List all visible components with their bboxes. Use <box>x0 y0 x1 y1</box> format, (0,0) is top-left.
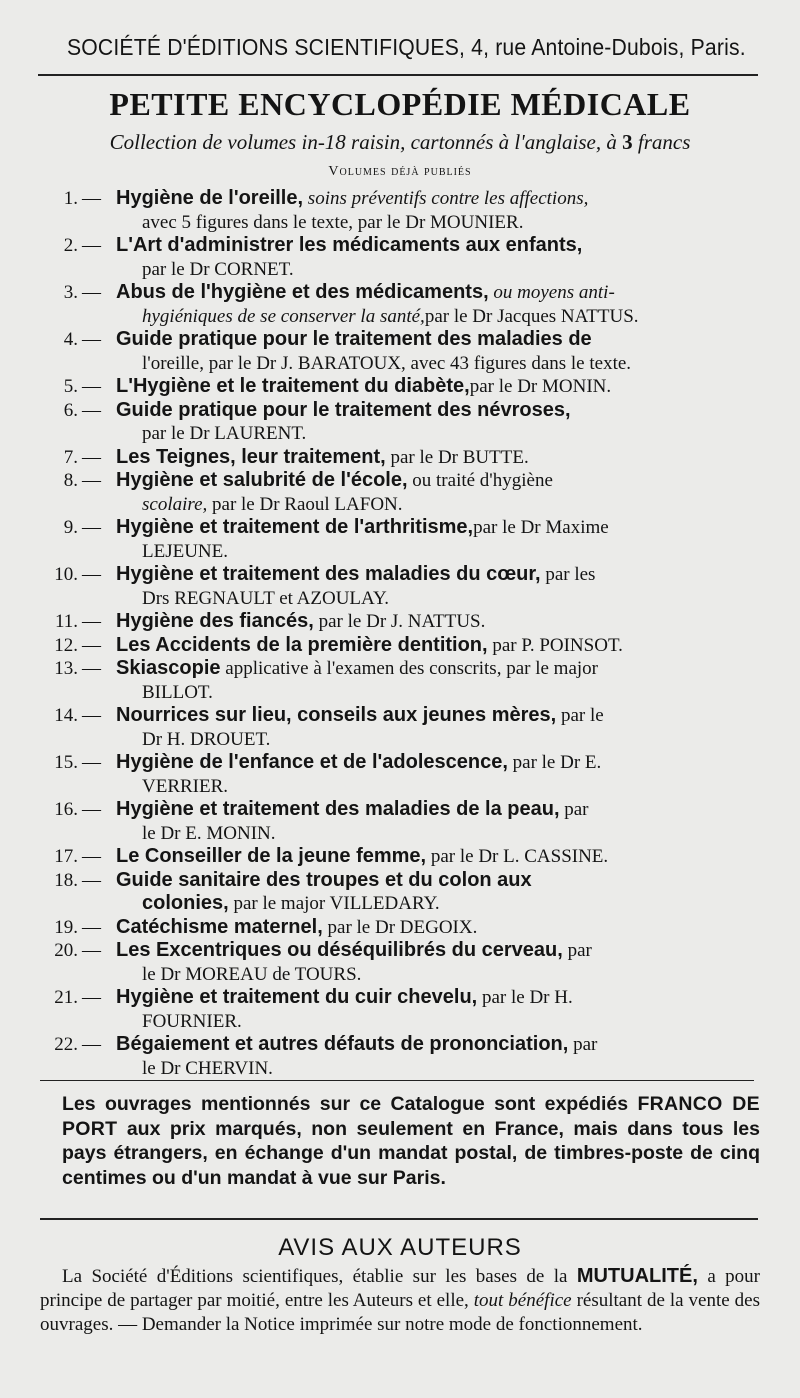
volume-title-cont: colonies, <box>142 892 229 914</box>
volume-title: Hygiène des fiancés, <box>116 610 314 632</box>
volume-continuation <box>116 681 760 705</box>
volume-number: 19. <box>54 916 78 938</box>
dash-separator: — <box>82 869 101 891</box>
volume-number: 1. <box>63 188 78 209</box>
volume-subtitle: ou moyens anti- <box>488 282 615 303</box>
dash-separator: — <box>82 564 101 585</box>
volume-number: 18. <box>54 869 78 891</box>
notice-text-1: Les ouvrages mentionnés sur ce Catalogue sont expédiés <box>62 1093 638 1115</box>
volume-title: Bégaiement et autres défauts de prononciation, <box>116 1033 569 1055</box>
publisher-header: SOCIÉTÉ D'ÉDITIONS SCIENTIFIQUES, 4, rue Antoine-Dubois, Paris. <box>66 34 746 60</box>
volume-number: 10. <box>54 564 78 585</box>
dash-separator: — <box>82 235 101 256</box>
volume-author: BILLOT. <box>142 681 213 703</box>
volume-number: 8. <box>63 470 78 491</box>
volume-item <box>38 516 760 563</box>
dash-separator: — <box>82 658 101 679</box>
volume-title: Hygiène et traitement de l'arthritisme, <box>116 516 474 538</box>
volume-item <box>38 657 760 704</box>
subtitle-currency: francs <box>632 130 691 154</box>
volume-continuation <box>116 892 760 916</box>
volume-number: 6. <box>63 399 78 421</box>
volume-title: Les Excentriques ou déséquilibrés du cerveau, <box>116 939 563 961</box>
volume-author: avec 5 figures dans le texte, par le Dr MOUNIER. <box>142 211 524 233</box>
volume-number: 15. <box>54 752 78 773</box>
volume-number: 9. <box>63 517 78 538</box>
volume-item <box>38 634 760 658</box>
header-rule <box>38 74 758 76</box>
volume-number: 4. <box>63 329 78 350</box>
volume-title: Hygiène et traitement du cuir chevelu, <box>116 986 478 1008</box>
volume-number: 5. <box>63 376 78 397</box>
volume-continuation <box>116 1057 760 1081</box>
subtitle-price: 3 <box>622 130 633 154</box>
avis-text-1: La Société d'Éditions scientifiques, établie sur les bases de la <box>62 1266 577 1287</box>
volume-continuation <box>116 211 760 235</box>
volume-continuation <box>116 822 760 846</box>
volume-list <box>38 187 760 1080</box>
volume-continuation <box>116 1010 760 1034</box>
volume-item <box>38 916 760 940</box>
collection-subtitle <box>0 130 800 155</box>
dash-separator: — <box>82 1034 101 1055</box>
volume-author: par le Dr L. CASSINE. <box>426 846 609 867</box>
avis-text-3: résultant de la vente des ouvrages. — Demander la Notice imprimée sur notre mode de fonctionnement. <box>40 1290 760 1335</box>
dash-separator: — <box>82 329 101 350</box>
volume-title: L'Hygiène et le traitement du diabète, <box>116 375 470 397</box>
dash-separator: — <box>82 376 101 397</box>
avis-title: AVIS AUX AUTEURS <box>278 1234 522 1261</box>
volume-item <box>38 375 760 399</box>
volume-author: VERRIER. <box>142 775 229 797</box>
volume-author: par le Dr MONIN. <box>469 376 612 397</box>
volume-author: par le Dr Maxime <box>473 517 609 538</box>
volume-continuation <box>116 775 760 799</box>
volume-item <box>38 751 760 798</box>
volume-item <box>38 1033 760 1080</box>
volume-item <box>38 187 760 234</box>
volume-author: par le Dr Raoul LAFON. <box>207 493 403 515</box>
volume-author: Drs REGNAULT et AZOULAY. <box>142 587 390 609</box>
volume-author: par <box>559 799 589 820</box>
dash-separator: — <box>82 987 101 1008</box>
dash-separator: — <box>82 446 101 468</box>
volume-title: Guide pratique pour le traitement des maladies de <box>116 328 592 350</box>
notice-rule <box>40 1218 758 1220</box>
volume-author: par le Dr CORNET. <box>142 258 294 280</box>
volume-author: par le Dr E. <box>507 752 602 773</box>
volume-item <box>38 446 760 470</box>
dash-separator: — <box>82 940 101 961</box>
dash-separator: — <box>82 846 101 867</box>
volume-title: Les Teignes, leur traitement, <box>116 445 386 468</box>
volume-author: par le <box>556 705 604 726</box>
volume-author: par les <box>540 564 596 585</box>
avis-italic: tout bénéfice <box>473 1290 572 1311</box>
list-rule <box>40 1080 754 1081</box>
volume-item <box>38 798 760 845</box>
volume-continuation <box>116 587 760 611</box>
volume-title: Guide pratique pour le traitement des névroses, <box>116 398 571 421</box>
volume-item <box>38 563 760 610</box>
volume-author: par P. POINSOT. <box>487 634 623 656</box>
volume-author: l'oreille, par le Dr J. BARATOUX, avec 43 figures dans le texte. <box>142 352 632 374</box>
volume-number: 21. <box>54 987 78 1008</box>
volume-item <box>38 845 760 869</box>
volume-continuation <box>116 493 760 517</box>
volume-item <box>38 399 760 446</box>
volume-item <box>38 610 760 634</box>
dash-separator: — <box>82 634 101 656</box>
volume-number: 12. <box>54 634 78 656</box>
volume-number: 13. <box>54 658 78 679</box>
volume-item <box>38 704 760 751</box>
dash-separator: — <box>82 282 101 303</box>
volume-number: 3. <box>63 282 78 303</box>
volume-number: 16. <box>54 799 78 820</box>
volume-item <box>38 939 760 986</box>
volume-title: Guide sanitaire des troupes et du colon aux <box>116 868 532 891</box>
volume-continuation <box>116 728 760 752</box>
volume-author: par le Dr H. <box>477 987 573 1008</box>
dash-separator: — <box>82 916 101 938</box>
volume-title: Catéchisme maternel, <box>116 915 323 938</box>
volume-author: par le Dr J. NATTUS. <box>313 611 486 632</box>
volume-item <box>38 869 760 916</box>
volume-author: Dr H. DROUET. <box>142 728 271 750</box>
volume-item <box>38 986 760 1033</box>
volume-author: par <box>562 940 592 961</box>
volume-author: FOURNIER. <box>142 1010 242 1032</box>
volume-title: L'Art d'administrer les médicaments aux enfants, <box>116 234 583 256</box>
dash-separator: — <box>82 799 101 820</box>
volume-subtitle-cont: scolaire, <box>142 493 208 515</box>
volume-continuation <box>116 352 760 376</box>
volume-title: Hygiène et traitement des maladies de la peau, <box>116 798 560 820</box>
volume-title: Skiascopie <box>116 657 221 679</box>
dash-separator: — <box>82 399 101 421</box>
volume-number: 20. <box>54 940 78 961</box>
volume-author: ou traité d'hygiène <box>407 470 553 491</box>
volume-continuation <box>116 305 760 329</box>
dash-separator: — <box>82 705 101 726</box>
volume-number: 17. <box>54 846 78 867</box>
volume-item <box>38 234 760 281</box>
volume-author: le Dr E. MONIN. <box>142 822 276 844</box>
volume-title: Abus de l'hygiène et des médicaments, <box>116 281 489 303</box>
volume-continuation <box>116 258 760 282</box>
volumes-label: Volumes déjà publiés <box>328 164 472 179</box>
franco-de-port: FRANCO DE PORT <box>62 1093 760 1140</box>
volume-item <box>38 469 760 516</box>
avis-text <box>40 1264 760 1337</box>
volume-author: par <box>568 1034 598 1055</box>
notice-text-2: aux prix marqués, non seulement en France, mais dans tous les pays étrangers, en échange d'un mandat postal, de timbres-poste de cinq centimes ou d'un mandat à vue sur Paris. <box>62 1117 760 1189</box>
volume-number: 11. <box>54 611 78 632</box>
shipping-notice <box>62 1092 760 1190</box>
volume-title: Le Conseiller de la jeune femme, <box>116 845 427 867</box>
volume-subtitle-cont: hygiéniques de se conserver la santé, <box>142 305 425 327</box>
volume-title: Hygiène de l'enfance et de l'adolescence, <box>116 751 508 773</box>
volume-author: par le Dr Jacques NATTUS. <box>424 305 639 327</box>
volume-continuation <box>116 963 760 987</box>
volume-number: 14. <box>54 705 78 726</box>
volume-number: 2. <box>63 235 78 256</box>
dash-separator: — <box>82 188 101 209</box>
volume-item <box>38 328 760 375</box>
volume-number: 7. <box>63 446 78 468</box>
volume-author: le Dr MOREAU de TOURS. <box>142 963 362 985</box>
volume-author: par le Dr DEGOIX. <box>322 916 478 938</box>
volume-author: par le Dr BUTTE. <box>385 446 529 468</box>
volume-title: Hygiène et salubrité de l'école, <box>116 469 408 491</box>
volume-continuation <box>116 540 760 564</box>
volume-subtitle: soins préventifs contre les affections, <box>303 188 589 209</box>
avis-mutualite: MUTUALITÉ, <box>576 1265 698 1287</box>
dash-separator: — <box>82 470 101 491</box>
subtitle-text: Collection de volumes in-18 raisin, cartonnés à l'anglaise, à <box>109 130 623 154</box>
volume-title: Nourrices sur lieu, conseils aux jeunes mères, <box>116 704 557 726</box>
volume-title: Hygiène de l'oreille, <box>116 187 304 209</box>
volume-author: applicative à l'examen des conscrits, par le major <box>220 658 598 679</box>
volume-author: le Dr CHERVIN. <box>142 1057 273 1079</box>
volume-author: LEJEUNE. <box>142 540 229 562</box>
page-title: PETITE ENCYCLOPÉDIE MÉDICALE <box>109 86 691 122</box>
volume-title: Hygiène et traitement des maladies du cœur, <box>116 563 541 585</box>
dash-separator: — <box>82 611 101 632</box>
dash-separator: — <box>82 752 101 773</box>
volume-author: par le Dr LAURENT. <box>142 423 307 444</box>
volume-continuation <box>116 422 760 446</box>
volume-title: Les Accidents de la première dentition, <box>116 633 488 656</box>
volume-item <box>38 281 760 328</box>
avis-text-2: a pour principe de partager par moitié, entre les Auteurs et elle, <box>40 1266 760 1311</box>
volume-author: par le major VILLEDARY. <box>228 893 440 914</box>
volume-number: 22. <box>54 1034 78 1055</box>
dash-separator: — <box>82 517 101 538</box>
